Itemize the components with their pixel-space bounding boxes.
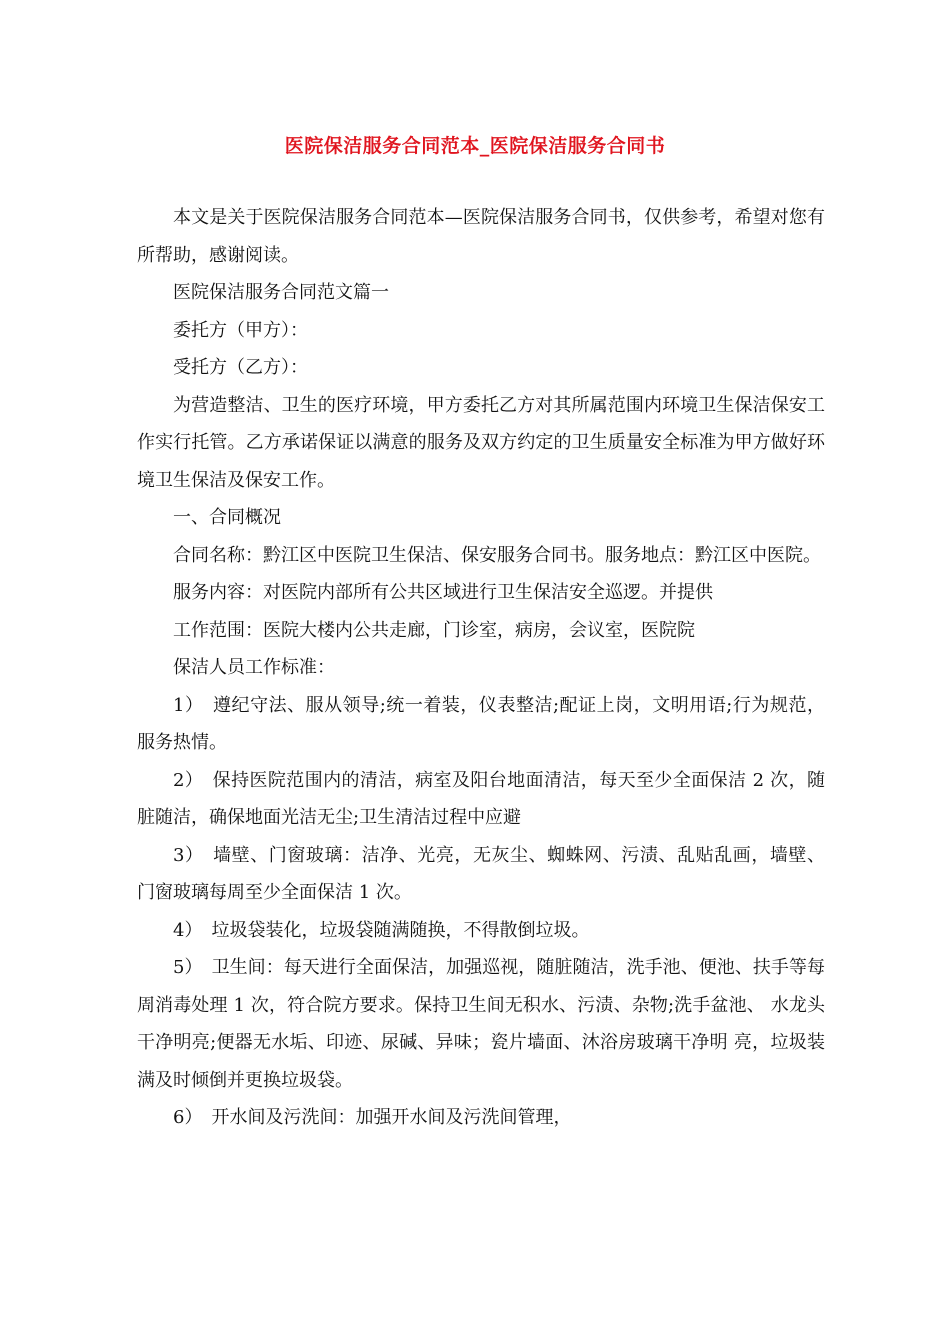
paragraph-intro: 本文是关于医院保洁服务合同范本—医院保洁服务合同书，仅供参考，希望对您有所帮助，感谢阅读。	[137, 207, 825, 266]
paragraph-item-1: 1） 遵纪守法、服从领导;统一着装，仪表整洁;配证上岗，文明用语;行为规范， 服务热情。	[137, 694, 825, 753]
paragraph-item-2: 2） 保持医院范围内的清洁，病室及阳台地面清洁，每天至少全面保洁 2 次，随脏随洁，确保地面光洁无尘;卫生清洁过程中应避	[137, 769, 825, 828]
paragraph-work-scope: 工作范围：医院大楼内公共走廊，门诊室，病房，会议室，医院院	[173, 619, 695, 641]
paragraph-section-heading: 医院保洁服务合同范文篇一	[173, 282, 389, 303]
paragraph-purpose: 为营造整洁、卫生的医疗环境，甲方委托乙方对其所属范围内环境卫生保洁保安工作实行托管。乙方承诺保证以满意的服务及双方约定的卫生质量安全标准为甲方做好环境卫生保洁及保安工作。	[137, 394, 825, 491]
paragraph-item-5: 5） 卫生间：每天进行全面保洁，加强巡视，随脏随洁，洗手池、便池、扶手等每周消毒处理 1 次，符合院方要求。保持卫生间无积水、污渍、杂物;洗手盆池、 水龙头干净明亮;便器无水垢、印迹、尿碱、异味；瓷片墙面、沐浴房玻璃干净明 亮，垃圾装满及时倾倒并更换垃圾袋。	[137, 957, 825, 1091]
document-title: 医院保洁服务合同范本_医院保洁服务合同书	[284, 135, 666, 157]
paragraph-party-a: 委托方（甲方）：	[173, 319, 308, 341]
document-body	[137, 199, 825, 1137]
paragraph-staff-standards: 保洁人员工作标准：	[173, 657, 335, 678]
paragraph-service-content: 服务内容：对医院内部所有公共区域进行卫生保洁安全巡逻。并提供	[173, 582, 713, 603]
paragraph-item-3: 3） 墙壁、门窗玻璃：洁净、光亮，无灰尘、蜘蛛网、污渍、乱贴乱画，墙壁、 门窗玻璃每周至少全面保洁 1 次。	[137, 844, 825, 903]
paragraph-party-b: 受托方（乙方）：	[173, 357, 308, 378]
paragraph-heading-overview: 一、合同概况	[173, 507, 281, 528]
paragraph-item-4: 4） 垃圾袋装化，垃圾袋随满随换，不得散倒垃圾。	[173, 919, 590, 941]
paragraph-contract-name: 合同名称：黔江区中医院卫生保洁、保安服务合同书。服务地点：黔江区中医院。	[173, 544, 821, 566]
paragraph-item-6: 6） 开水间及污洗间：加强开水间及污洗间管理，	[173, 1107, 572, 1128]
